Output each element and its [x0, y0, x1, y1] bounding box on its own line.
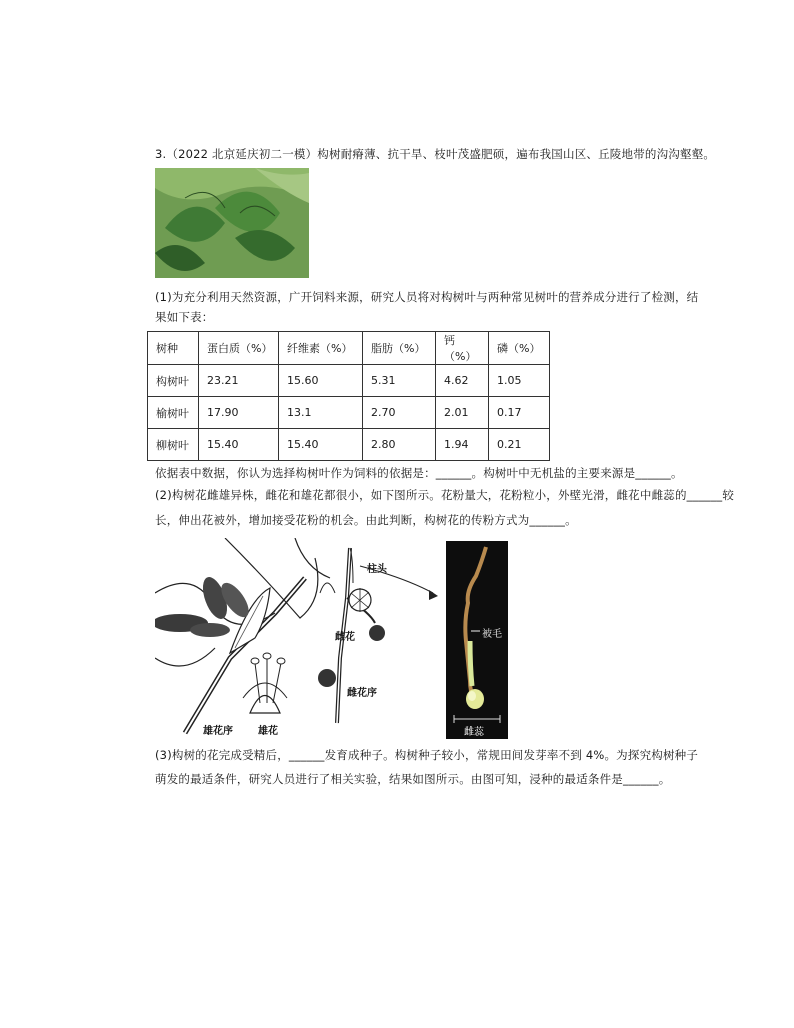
- part1-text-line2: 果如下表：: [155, 310, 214, 324]
- part2-text-line1: (2)构树花雌雄异株，雌花和雄花都很小，如下图所示。花粉量大，花粉粒小，外壁光滑，雌花中雌蕊的______较: [155, 488, 735, 502]
- table-cell: 15.60: [279, 365, 363, 397]
- pistil-photo: [446, 541, 508, 739]
- table-cell: 13.1: [279, 397, 363, 429]
- hair-label: 被毛: [482, 629, 502, 640]
- table-header: 钙（%）: [436, 332, 489, 365]
- part1-text-line1: (1)为充分利用天然资源，广开饲料来源，研究人员将对构树叶与两种常见树叶的营养成分进行了检测，结: [155, 290, 699, 304]
- table-cell: 23.21: [199, 365, 279, 397]
- table-header: 蛋白质（%）: [199, 332, 279, 365]
- female-inflorescence-label: 雌花序: [347, 688, 377, 699]
- table-cell: 1.94: [436, 429, 489, 461]
- table-header: 树种: [148, 332, 199, 365]
- table-cell: 2.01: [436, 397, 489, 429]
- table-cell: 5.31: [363, 365, 436, 397]
- table-header: 纤维素（%）: [279, 332, 363, 365]
- table-header-row: [148, 332, 550, 365]
- part1-questions: 依据表中数据，你认为选择构树叶作为饲料的依据是：______。构树叶中无机盐的主要来源是______。: [155, 466, 683, 480]
- part3-text-line1: (3)构树的花完成受精后，______发育成种子。构树种子较小，常规田间发芽率不到 4%。为探究构树种子: [155, 748, 699, 762]
- table-row: [148, 397, 550, 429]
- table-cell: 15.40: [279, 429, 363, 461]
- table-header: 磷（%）: [489, 332, 550, 365]
- male-inflorescence-label: 雄花序: [203, 726, 233, 737]
- table-cell: 0.17: [489, 397, 550, 429]
- question-intro: 3.（2022 北京延庆初二一模）构树耐瘠薄、抗干旱、枝叶茂盛肥硕，遍布我国山区、丘陵地带的沟沟壑壑。: [155, 147, 716, 161]
- part2-text-line2: 长，伸出花被外，增加接受花粉的机会。由此判断，构树花的传粉方式为______。: [155, 513, 577, 527]
- table-cell: 2.70: [363, 397, 436, 429]
- table-row: [148, 365, 550, 397]
- part3-text-line2: 萌发的最适条件，研究人员进行了相关实验，结果如图所示。由图可知，浸种的最适条件是______。: [155, 772, 671, 786]
- table-cell: 柳树叶: [148, 429, 199, 461]
- table-cell: 构树叶: [148, 365, 199, 397]
- table-header: 脂肪（%）: [363, 332, 436, 365]
- paper-mulberry-photo: [155, 168, 309, 278]
- male-flower-label: 雄花: [258, 726, 278, 737]
- table-cell: 2.80: [363, 429, 436, 461]
- table-cell: 榆树叶: [148, 397, 199, 429]
- table-cell: 0.21: [489, 429, 550, 461]
- table-cell: 1.05: [489, 365, 550, 397]
- stigma-label: 柱头: [367, 564, 387, 575]
- nutrient-table: [147, 331, 550, 461]
- table-cell: 15.40: [199, 429, 279, 461]
- flower-diagram: [155, 538, 455, 738]
- pistil-label: 雌蕊: [464, 727, 484, 738]
- table-cell: 17.90: [199, 397, 279, 429]
- table-cell: 4.62: [436, 365, 489, 397]
- table-row: [148, 429, 550, 461]
- female-flower-label: 雌花: [335, 632, 355, 643]
